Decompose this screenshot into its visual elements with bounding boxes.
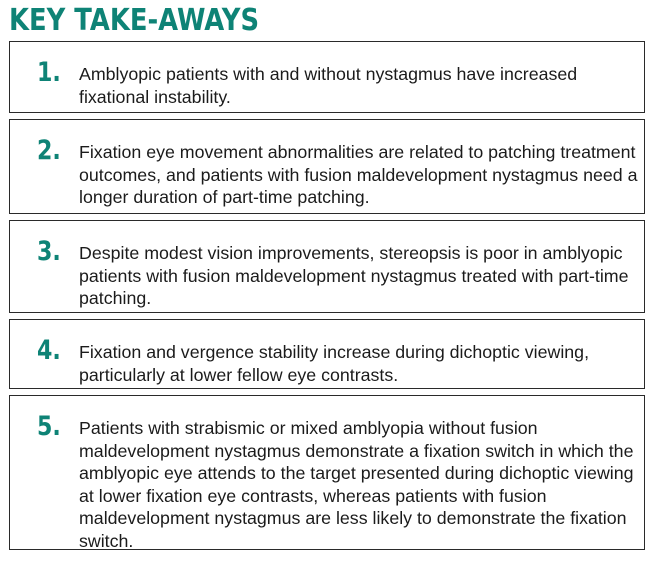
takeaway-item-4 bbox=[9, 319, 645, 389]
takeaway-number: 1. bbox=[37, 57, 61, 88]
takeaway-list bbox=[9, 41, 645, 550]
takeaway-text: Amblyopic patients with and without nystagmus have increased fixational instability. bbox=[79, 64, 578, 107]
takeaway-text: Fixation eye movement abnormalities are related to patching treatment outcomes, and patients with fusion maldevelopment nystagmus need a longer duration of part-time patching. bbox=[79, 142, 638, 207]
page-title: KEY TAKE-AWAYS bbox=[9, 3, 260, 38]
takeaway-text: Fixation and vergence stability increase during dichoptic viewing, particularly at lower fellow eye contrasts. bbox=[79, 342, 590, 385]
takeaway-number: 5. bbox=[37, 411, 61, 442]
takeaway-text: Despite modest vision improvements, stereopsis is poor in amblyopic patients with fusion maldevelopment nystagmus treated with part-time patching. bbox=[79, 243, 629, 308]
takeaway-text: Patients with strabismic or mixed amblyopia without fusion maldevelopment nystagmus demonstrate a fixation switch in which the amblyopic eye attends to the target presented during dichoptic viewing at lower fixation eye contrasts, whereas patients with fusion maldevelopment nystagmus are less likely to demonstrate the fixation switch. bbox=[79, 418, 634, 551]
takeaway-item-5 bbox=[9, 395, 645, 550]
takeaway-number: 4. bbox=[37, 335, 61, 366]
takeaway-item-3 bbox=[9, 220, 645, 313]
takeaway-number: 3. bbox=[37, 236, 61, 267]
takeaway-number: 2. bbox=[37, 135, 61, 166]
takeaway-item-1 bbox=[9, 41, 645, 113]
takeaway-item-2 bbox=[9, 119, 645, 214]
